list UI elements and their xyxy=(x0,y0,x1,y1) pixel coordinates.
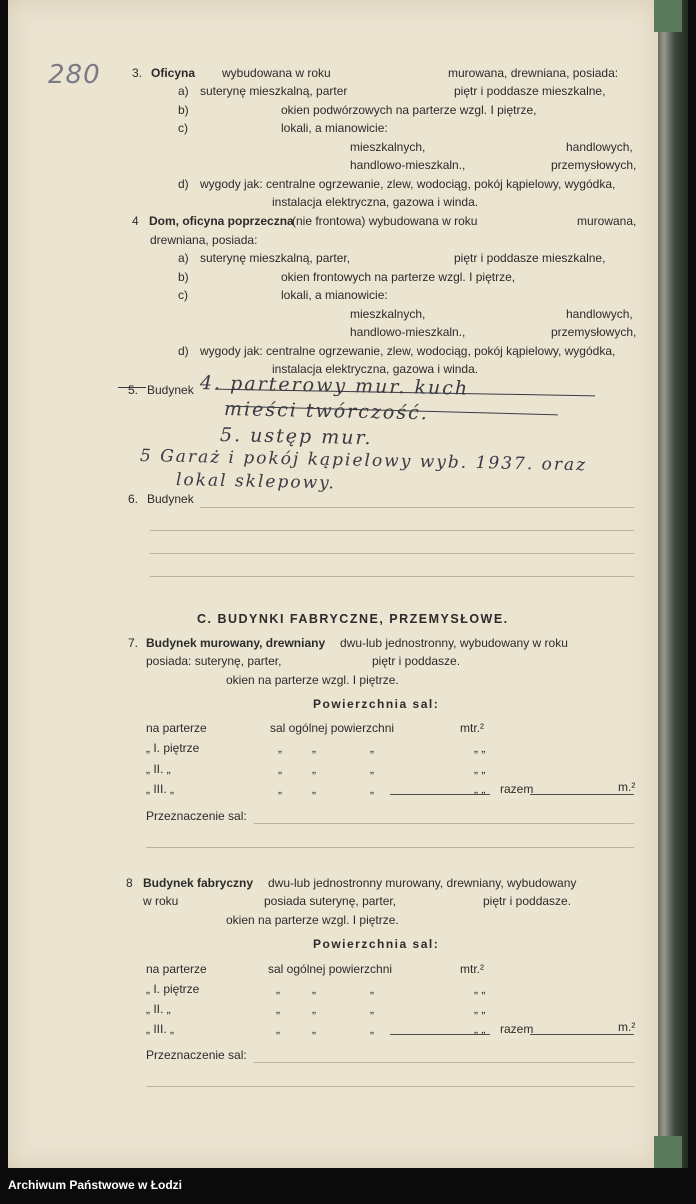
s3-a-text: suterynę mieszkalną, parter xyxy=(200,84,348,98)
s7-przeznaczenie: Przeznaczenie sal: xyxy=(146,809,247,823)
s8-q: „ xyxy=(276,982,280,996)
s3-b-text: okien podwórzowych na parterze wzgl. I piętrze, xyxy=(281,103,537,117)
s6-rule4 xyxy=(150,576,634,577)
s7-line3: okien na parterze wzgl. I piętrze. xyxy=(226,673,399,687)
s7-qq: „ „ xyxy=(474,762,486,776)
s5-num: 5. xyxy=(128,383,139,397)
handwriting-line3: 5. ustęp mur. xyxy=(219,424,373,450)
s8-row3-label: „ III. „ xyxy=(146,1022,174,1036)
s3-num: 3. xyxy=(132,66,143,80)
s8-razem-rule xyxy=(530,1034,634,1035)
s8-razem: razem xyxy=(500,1022,534,1036)
s7-qq: „ „ xyxy=(474,741,486,755)
s4-handlowo-mieszkaln: handlowo-mieszkaln., xyxy=(350,325,466,339)
s7-q: „ xyxy=(278,782,282,796)
s7-line2a: posiada: suterynę, parter, xyxy=(146,654,282,668)
s7-row0-mid: sal ogólnej powierzchni xyxy=(270,721,395,735)
s8-line2b: posiada suterynę, parter, xyxy=(264,894,397,908)
s5-label: Budynek xyxy=(147,383,194,397)
s8-m2: m.² xyxy=(618,1020,636,1034)
s7-title: Budynek murowany, drewniany xyxy=(146,636,326,650)
binding-tape-top xyxy=(654,0,682,32)
s7-m2: m.² xyxy=(618,780,636,794)
s4-line1b: murowana, xyxy=(577,214,637,228)
s7-row2-label: „ II. „ xyxy=(146,762,171,776)
s4-a-marker: a) xyxy=(178,251,189,265)
s8-row0-mid: sal ogólnej powierzchni xyxy=(268,962,393,976)
s4-d-text2: instalacja elektryczna, gazowa i winda. xyxy=(272,362,479,376)
s3-d-text2: instalacja elektryczna, gazowa i winda. xyxy=(272,195,479,209)
s8-q: „ xyxy=(312,1022,316,1036)
s8-num: 8 xyxy=(126,876,133,890)
s8-przezn-rule xyxy=(254,1062,634,1063)
s8-q: „ xyxy=(312,1002,316,1016)
s3-line1a: wybudowana w roku xyxy=(222,66,331,80)
s4-a-text: suterynę mieszkalną, parter, xyxy=(200,251,351,265)
s4-handlowych: handlowych, xyxy=(566,307,633,321)
s7-q: „ xyxy=(370,782,374,796)
section-c-title: C. BUDYNKI FABRYCZNE, PRZEMYSŁOWE. xyxy=(197,612,509,626)
s4-line1a: (nie frontowa) wybudowana w roku xyxy=(292,214,478,228)
s8-qq: „ „ xyxy=(474,1022,486,1036)
s3-a-marker: a) xyxy=(178,84,189,98)
archive-number: 280 xyxy=(48,60,101,90)
s3-d-marker: d) xyxy=(178,177,189,191)
binder-edge xyxy=(658,0,688,1168)
s8-qq: „ „ xyxy=(474,1002,486,1016)
s4-a-text2: piętr i poddasze mieszkalne, xyxy=(454,251,606,265)
s7-sum-rule xyxy=(390,794,490,795)
handwriting-line1: 4. parterowy mur. kuch xyxy=(199,372,470,400)
s4-num: 4 xyxy=(132,214,139,228)
s8-q: „ xyxy=(312,982,316,996)
s7-num: 7. xyxy=(128,636,139,650)
s8-row0-label: na parterze xyxy=(146,962,207,976)
s8-line3: okien na parterze wzgl. I piętrze. xyxy=(226,913,399,927)
strike-5 xyxy=(118,387,146,388)
document-page xyxy=(8,0,658,1168)
s3-przemyslowych: przemysłowych, xyxy=(551,158,637,172)
s8-q: „ xyxy=(276,1002,280,1016)
s4-d-text: wygody jak: centralne ogrzewanie, zlew, wodociąg, pokój kąpielowy, wygódka, xyxy=(200,344,616,358)
s3-handlowych: handlowych, xyxy=(566,140,633,154)
binding-tape-bottom xyxy=(654,1136,682,1168)
s8-title: Budynek fabryczny xyxy=(143,876,254,890)
s7-przezn-rule xyxy=(254,823,634,824)
s8-q: „ xyxy=(370,982,374,996)
s8-row2-label: „ II. „ xyxy=(146,1002,171,1016)
s7-q: „ xyxy=(370,741,374,755)
s8-row1-label: „ I. piętrze xyxy=(146,982,200,996)
s4-c-text: lokali, a mianowicie: xyxy=(281,288,388,302)
s8-powierzchnia: Powierzchnia sal: xyxy=(313,937,440,951)
s7-q: „ xyxy=(312,782,316,796)
handwriting-line5: lokal sklepowy. xyxy=(175,470,337,494)
s8-q: „ xyxy=(370,1002,374,1016)
s6-num: 6. xyxy=(128,492,139,506)
s7-line1: dwu-lub jednostronny, wybudowany w roku xyxy=(340,636,568,650)
s7-q: „ xyxy=(312,762,316,776)
s3-title: Oficyna xyxy=(151,66,196,80)
s7-razem-rule xyxy=(530,794,634,795)
s3-mieszkalnych: mieszkalnych, xyxy=(350,140,426,154)
s7-row3-label: „ III. „ xyxy=(146,782,174,796)
s4-b-text: okien frontowych na parterze wzgl. I piętrze, xyxy=(281,270,516,284)
handwriting-line2: mieści twórczość. xyxy=(223,398,429,425)
s3-handlowo-mieszkaln: handlowo-mieszkaln., xyxy=(350,158,466,172)
s4-b-marker: b) xyxy=(178,270,189,284)
s7-przezn-rule2 xyxy=(146,847,634,848)
s7-qq: „ „ xyxy=(474,782,486,796)
s6-label: Budynek xyxy=(147,492,194,506)
s3-c-marker: c) xyxy=(178,121,188,135)
s8-przezn-rule2 xyxy=(146,1086,634,1087)
s7-line2b: piętr i poddasze. xyxy=(372,654,461,668)
s8-line1: dwu-lub jednostronny murowany, drewniany, wybudowany xyxy=(268,876,577,890)
s7-q: „ xyxy=(370,762,374,776)
s7-q: „ xyxy=(278,741,282,755)
handwriting-line4: 5 Garaż i pokój kąpielowy wyb. 1937. oraz xyxy=(139,446,588,476)
s6-rule3 xyxy=(150,553,634,554)
s3-d-text: wygody jak: centralne ogrzewanie, zlew, wodociąg, pokój kąpielowy, wygódka, xyxy=(200,177,616,191)
s8-row0-unit: mtr.² xyxy=(460,962,484,976)
s6-rule1 xyxy=(200,507,634,508)
s8-q: „ xyxy=(276,1022,280,1036)
s8-sum-rule xyxy=(390,1034,490,1035)
s8-qq: „ „ xyxy=(474,982,486,996)
s8-line2a: w roku xyxy=(143,894,179,908)
s7-q: „ xyxy=(312,741,316,755)
footer-bar xyxy=(0,1168,696,1204)
s7-q: „ xyxy=(278,762,282,776)
s8-line2c: piętr i poddasze. xyxy=(483,894,572,908)
s3-b-marker: b) xyxy=(178,103,189,117)
s8-przeznaczenie: Przeznaczenie sal: xyxy=(146,1048,247,1062)
s4-title: Dom, oficyna poprzeczna xyxy=(149,214,294,228)
s7-row0-label: na parterze xyxy=(146,721,207,735)
s6-rule2 xyxy=(150,530,634,531)
s4-d-marker: d) xyxy=(178,344,189,358)
s4-mieszkalnych: mieszkalnych, xyxy=(350,307,426,321)
s8-q: „ xyxy=(370,1022,374,1036)
s3-c-text: lokali, a mianowicie: xyxy=(281,121,388,135)
s4-line2: drewniana, posiada: xyxy=(150,233,258,247)
s3-a-text2: piętr i poddasze mieszkalne, xyxy=(454,84,606,98)
s7-powierzchnia: Powierzchnia sal: xyxy=(313,697,440,711)
s7-razem: razem xyxy=(500,782,534,796)
s4-przemyslowych: przemysłowych, xyxy=(551,325,637,339)
s4-c-marker: c) xyxy=(178,288,188,302)
footer-caption: Archiwum Państwowe w Łodzi xyxy=(8,1178,183,1192)
s7-row0-unit: mtr.² xyxy=(460,721,484,735)
s3-line1b: murowana, drewniana, posiada: xyxy=(448,66,619,80)
s7-row1-label: „ I. piętrze xyxy=(146,741,200,755)
